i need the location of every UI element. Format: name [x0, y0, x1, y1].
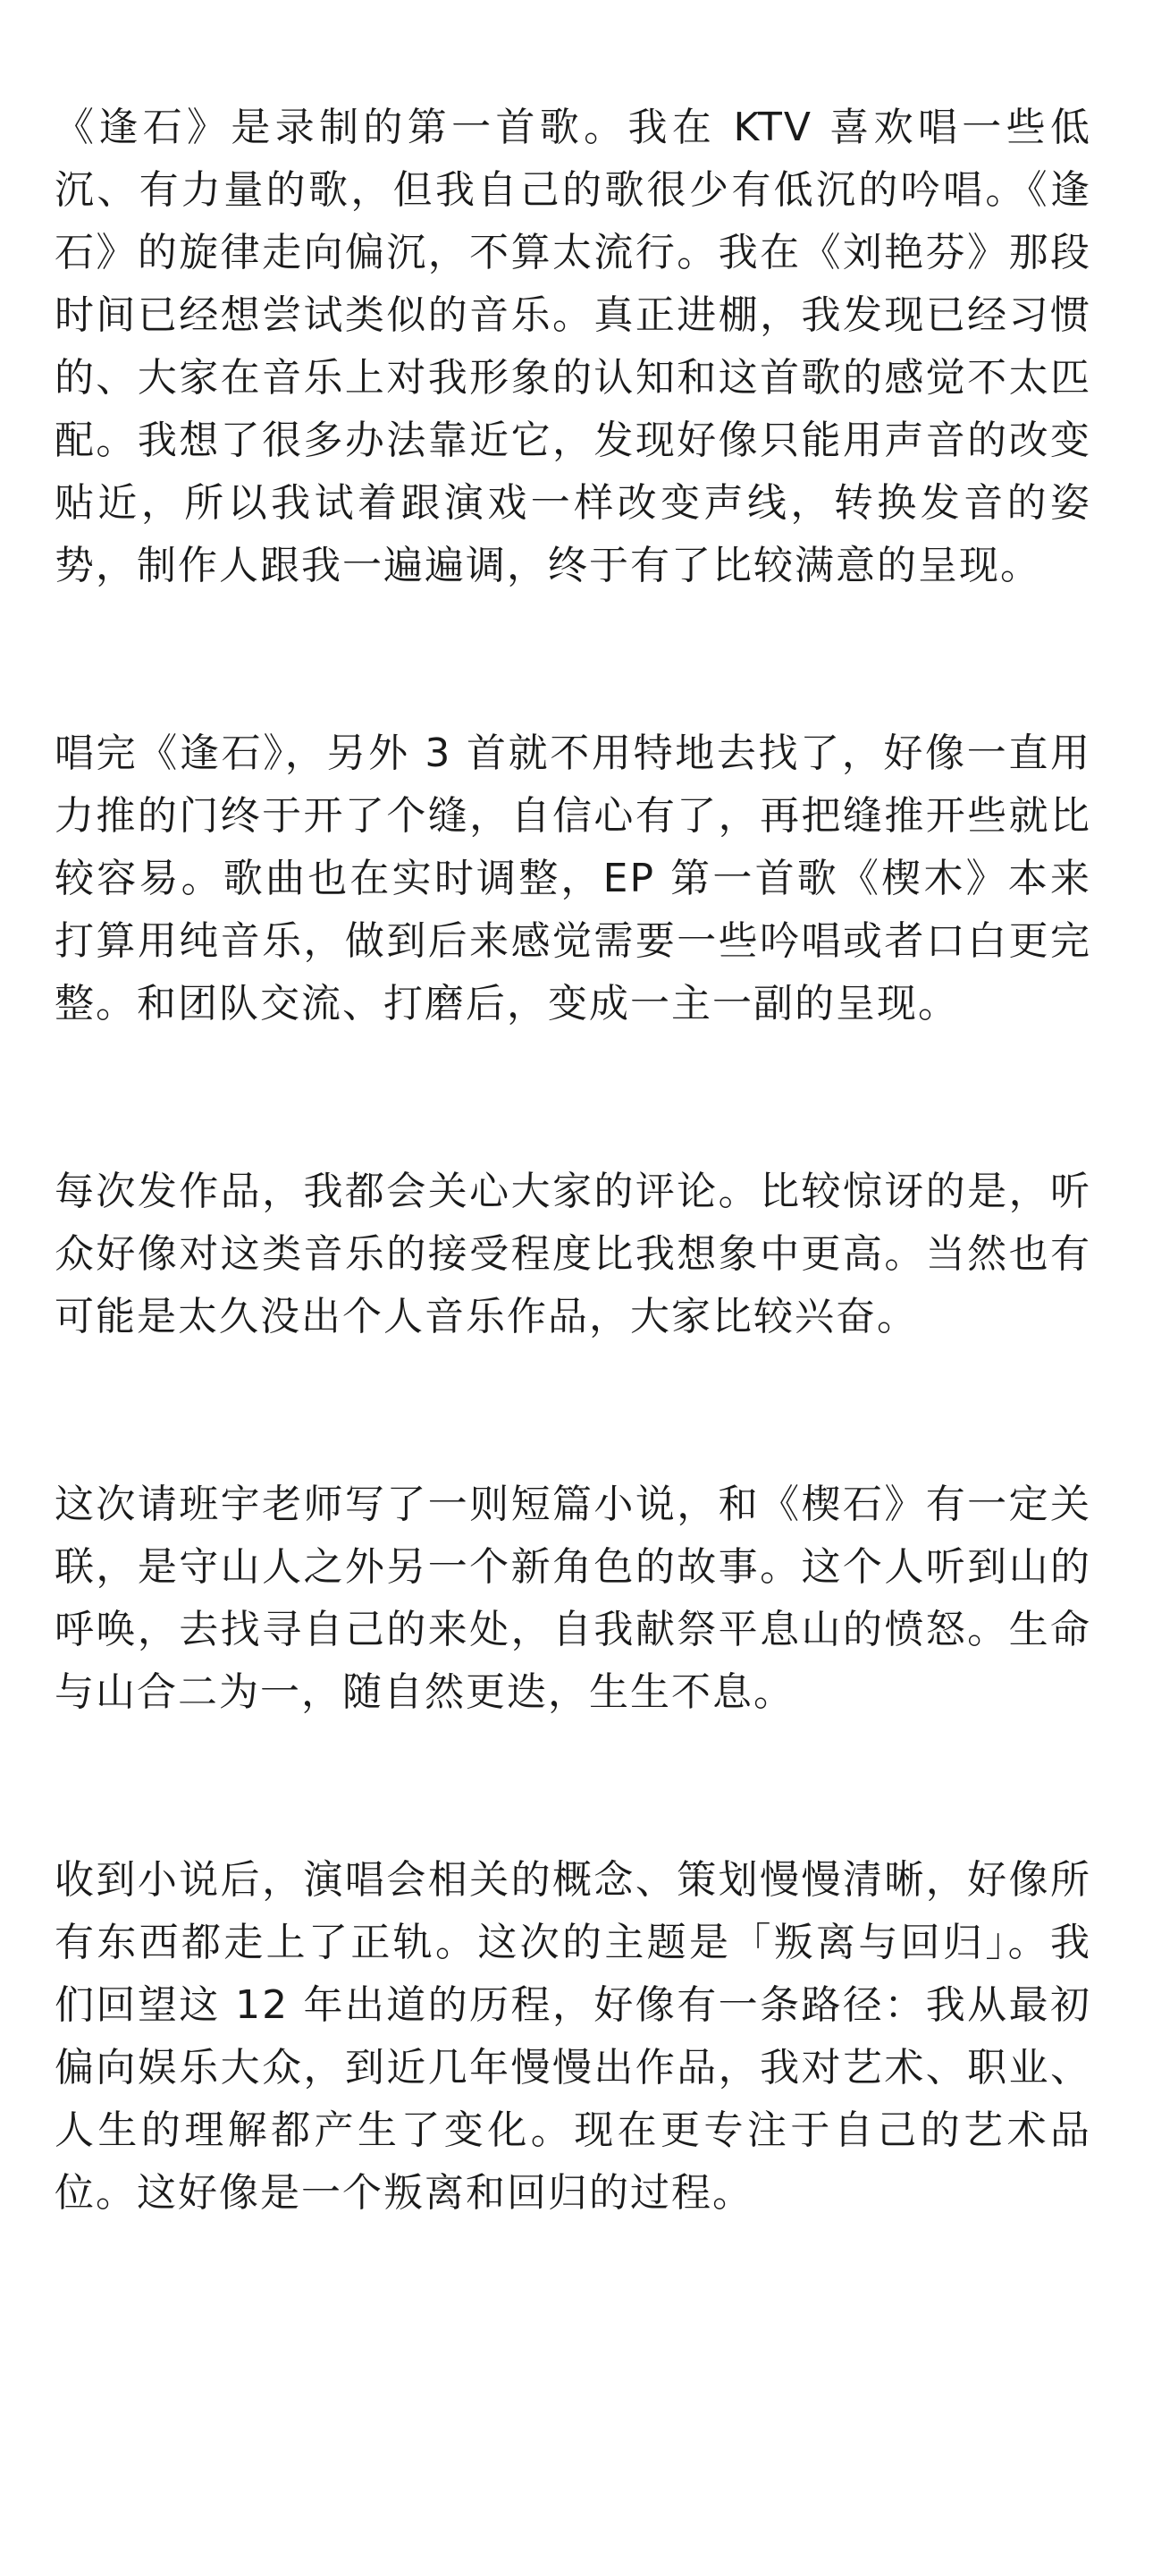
paragraph-3: 每次发作品，我都会关心大家的评论。比较惊讶的是，听众好像对这类音乐的接受程度比我想象中更高。当然也有可能是太久没出个人音乐作品，大家比较兴奋。: [55, 1169, 1091, 1339]
paragraph-4: 这次请班宇老师写了一则短篇小说，和《楔石》有一定关联，是守山人之外另一个新角色的故事。这个人听到山的呼唤，去找寻自己的来处，自我献祭平息山的愤怒。生命与山合二为一，随自然更迭，生生不息。: [55, 1482, 1091, 1715]
paragraph-5: 收到小说后，演唱会相关的概念、策划慢慢清晰，好像所有东西都走上了正轨。这次的主题是「叛离与回归」。我们回望这 12 年出道的历程，好像有一条路径：我从最初偏向娱乐大众，到近几年慢慢出作品，我对艺术、职业、人生的理解都产生了变化。现在更专注于自己的艺术品位。这好像是一个叛离和回归的过程。: [55, 1857, 1091, 2216]
paragraph-2: 唱完《逢石》，另外 3 首就不用特地去找了，好像一直用力推的门终于开了个缝，自信心有了，再把缝推开些就比较容易。歌曲也在实时调整，EP 第一首歌《楔木》本来打算用纯音乐，做到后来感觉需要一些吟唱或者口白更完整。和团队交流、打磨后，变成一主一副的呈现。: [55, 731, 1091, 1026]
paragraph-1: 《逢石》是录制的第一首歌。我在 KTV 喜欢唱一些低沉、有力量的歌，但我自己的歌很少有低沉的吟唱。《逢石》的旋律走向偏沉，不算太流行。我在《刘艳芬》那段时间已经想尝试类似的音乐。真正进棚，我发现已经习惯的、大家在音乐上对我形象的认知和这首歌的感觉不太匹配。我想了很多办法靠近它，发现好像只能用声音的改变贴近，所以我试着跟演戏一样改变声线，转换发音的姿势，制作人跟我一遍遍调，终于有了比较满意的呈现。: [55, 105, 1091, 588]
article-body: [55, 97, 1091, 2350]
